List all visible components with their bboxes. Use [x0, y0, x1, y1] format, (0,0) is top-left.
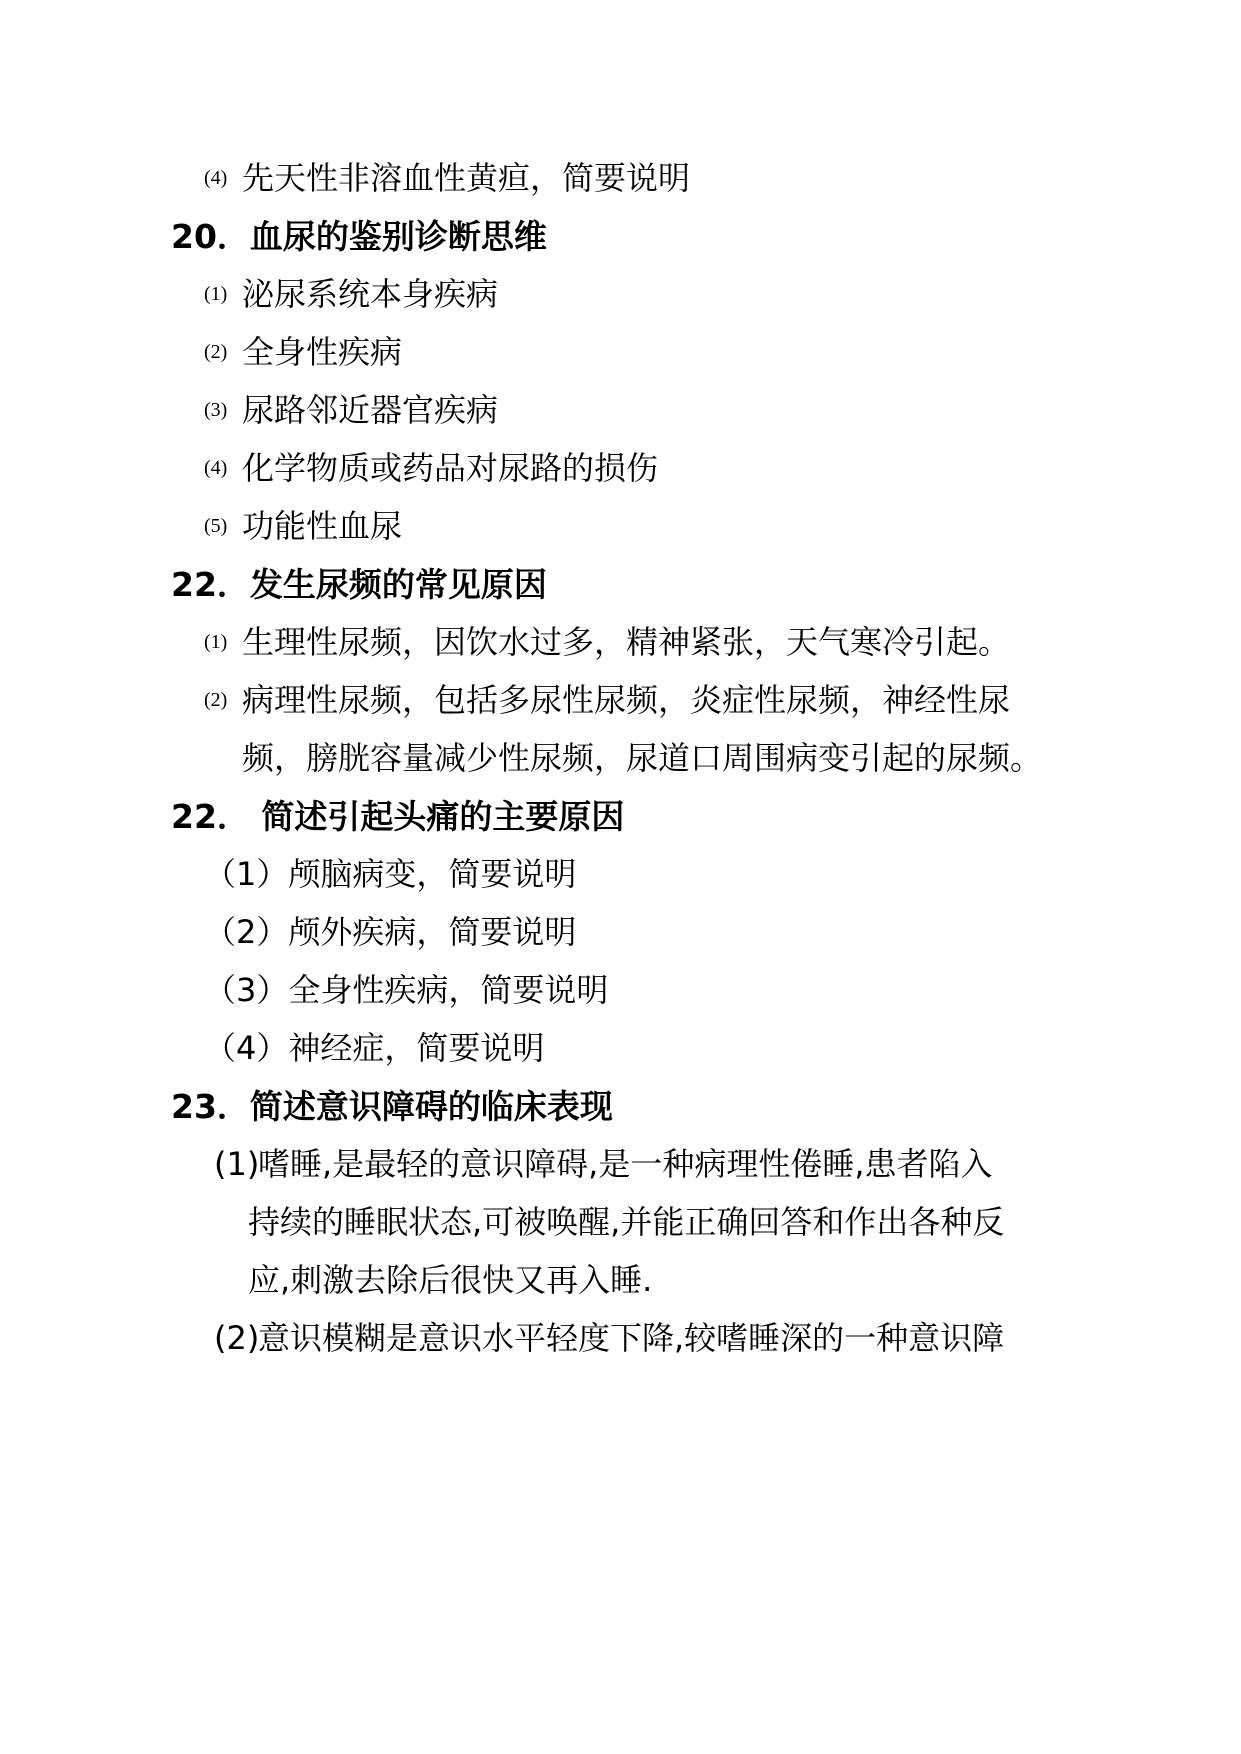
item-number: (2) [204, 689, 228, 711]
section-heading: 23．简述意识障碍的临床表现 [171, 1087, 613, 1126]
item-number: （3） [204, 971, 289, 1009]
item-text-continuation: 持续的睡眠状态,可被唤醒,并能正确回答和作出各种反 [248, 1203, 1005, 1241]
item-text: 嗜睡,是最轻的意识障碍,是一种病理性倦睡,患者陷入 [258, 1145, 993, 1183]
list-item [204, 449, 659, 487]
item-number: (2) [204, 341, 228, 363]
item-text: 全身性疾病，简要说明 [288, 971, 609, 1009]
item-text: 功能性血尿 [242, 507, 403, 545]
list-item [204, 681, 1011, 719]
list-item [204, 623, 1011, 661]
item-text: 化学物质或药品对尿路的损伤 [242, 449, 659, 487]
item-text: 泌尿系统本身疾病 [242, 275, 499, 313]
item-text: 神经症，简要说明 [288, 1029, 545, 1067]
item-text: 病理性尿频，包括多尿性尿频，炎症性尿频，神经性尿 [242, 681, 1011, 719]
item-number: (4) [204, 167, 228, 189]
list-item [204, 333, 403, 371]
item-number: （2） [204, 913, 289, 951]
list-item [204, 1029, 545, 1067]
item-text: 生理性尿频，因饮水过多，精神紧张，天气寒冷引起。 [242, 623, 1011, 661]
section-heading: 22． 简述引起头痛的主要原因 [171, 797, 625, 836]
item-number: (1) [204, 631, 228, 653]
section-heading: 20．血尿的鉴别诊断思维 [171, 217, 547, 256]
list-item [204, 159, 691, 197]
item-number: (3) [204, 399, 228, 421]
list-item [214, 1319, 1005, 1357]
section-heading: 22．发生尿频的常见原因 [171, 565, 547, 604]
item-number: （4） [204, 1029, 289, 1067]
item-number: (4) [204, 457, 228, 479]
list-item [204, 507, 403, 545]
item-text: 全身性疾病 [242, 333, 403, 371]
item-number: (1) [214, 1145, 260, 1183]
list-item [204, 971, 609, 1009]
list-item [204, 855, 577, 893]
item-text-continuation: 应,刺激去除后很快又再入睡. [248, 1261, 653, 1299]
list-item [214, 1145, 993, 1183]
item-text-continuation: 频，膀胱容量减少性尿频，尿道口周围病变引起的尿频。 [242, 739, 1043, 777]
item-number: (5) [204, 515, 228, 537]
item-text: 颅外疾病，简要说明 [288, 913, 577, 951]
list-item [204, 913, 577, 951]
item-number: (1) [204, 283, 228, 305]
item-text: 意识模糊是意识水平轻度下降,较嗜睡深的一种意识障 [258, 1319, 1005, 1357]
list-item [204, 275, 499, 313]
item-number: （1） [204, 855, 289, 893]
item-text: 尿路邻近器官疾病 [242, 391, 499, 429]
list-item [204, 391, 499, 429]
item-text: 颅脑病变，简要说明 [288, 855, 577, 893]
item-text: 先天性非溶血性黄疸，简要说明 [242, 159, 691, 197]
item-number: (2) [214, 1319, 260, 1357]
